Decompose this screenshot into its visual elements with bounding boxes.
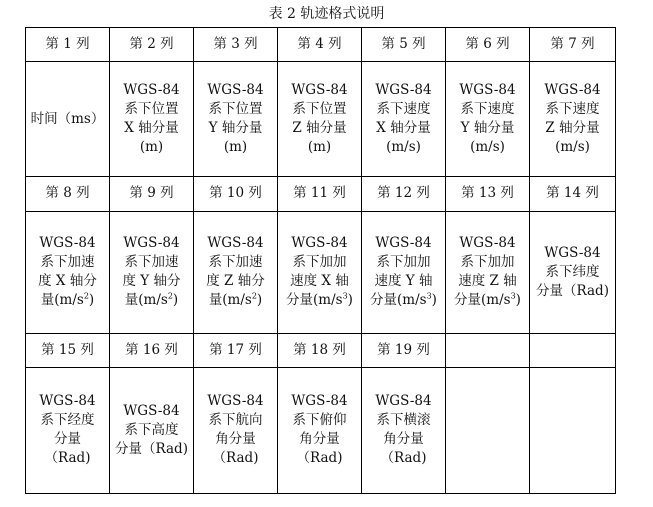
cell-line: WGS-84 [39, 235, 96, 252]
header-row [26, 333, 616, 367]
table-caption: 表 2 轨迹格式说明 [268, 6, 385, 22]
cell-line: 系下航向 [208, 412, 263, 429]
unit-exponent: 2 [83, 291, 89, 301]
cell-line: 度 X 轴分 [38, 273, 97, 290]
cell-line: WGS-84 [207, 235, 264, 252]
cell-line: 系下位置 [208, 101, 263, 118]
cell-line: WGS-84 [123, 402, 180, 419]
cell-unit-line [28, 291, 107, 310]
unit-suffix: ) [431, 292, 437, 309]
cell-line: 角分量 [299, 431, 340, 448]
cell-line: WGS-84 [459, 82, 516, 99]
empty-cell [446, 333, 530, 367]
unit-suffix: ) [172, 292, 179, 309]
description-cell [26, 62, 110, 177]
unit-suffix: ) [256, 292, 263, 309]
description-cell [110, 211, 194, 333]
cell-line: 系下横滚 [376, 412, 431, 429]
cell-line: 速度 Y 轴 [374, 273, 433, 290]
cell-line: (m) [139, 139, 164, 156]
column-header: 第 3 列 [194, 28, 278, 62]
cell-line: (m) [223, 139, 248, 156]
cell-line: WGS-84 [123, 82, 180, 99]
cell-unit-line [112, 291, 191, 310]
cell-line: （Rad) [296, 450, 343, 467]
column-header: 第 7 列 [530, 28, 616, 62]
cell-line: 度 Y 轴分 [122, 273, 181, 290]
column-header: 第 5 列 [362, 28, 446, 62]
unit-prefix: 量(m/s [208, 292, 252, 309]
header-row [26, 177, 616, 211]
cell-line: 速度 X 轴 [290, 273, 349, 290]
column-header: 第 16 列 [110, 333, 194, 367]
cell-line: (m/s) [386, 139, 421, 156]
cell-line: （Rad) [44, 450, 91, 467]
description-cell [278, 367, 362, 493]
cell-unit-line [196, 291, 275, 310]
cell-line: 系下位置 [124, 101, 179, 118]
cell-line: 分量（Rad) [115, 440, 188, 457]
description-cell [194, 62, 278, 177]
cell-line: 系下纬度 [545, 263, 600, 280]
description-cell [194, 367, 278, 493]
column-header: 第 15 列 [26, 333, 110, 367]
description-cell [110, 367, 194, 493]
unit-suffix: ) [88, 292, 95, 309]
unit-exponent: 3 [426, 291, 432, 301]
empty-cell [530, 333, 616, 367]
cell-line: WGS-84 [123, 235, 180, 252]
description-cell [26, 211, 110, 333]
cell-line: WGS-84 [291, 235, 348, 252]
description-cell [194, 211, 278, 333]
unit-prefix: 分量(m/s [370, 292, 427, 309]
unit-exponent: 3 [510, 291, 516, 301]
cell-line: （Rad) [380, 450, 427, 467]
cell-line: (m/s) [555, 139, 590, 156]
cell-line: WGS-84 [291, 82, 348, 99]
unit-prefix: 量(m/s [40, 292, 84, 309]
column-header: 第 8 列 [26, 177, 110, 211]
empty-cell [446, 367, 530, 493]
cell-unit-line [364, 291, 443, 310]
cell-line: (m) [307, 139, 332, 156]
column-header: 第 13 列 [446, 177, 530, 211]
cell-line: 系下加速 [208, 254, 263, 271]
cell-line: Z 轴分量 [545, 120, 600, 137]
column-header: 第 6 列 [446, 28, 530, 62]
unit-exponent: 3 [342, 291, 348, 301]
cell-line: 系下速度 [376, 101, 431, 118]
cell-line: Y 轴分量 [460, 120, 515, 137]
unit-exponent: 2 [251, 291, 257, 301]
cell-line: 分量 [54, 431, 81, 448]
unit-exponent: 2 [167, 291, 173, 301]
cell-line: 系下加加 [292, 254, 347, 271]
description-cell [362, 367, 446, 493]
description-cell [446, 211, 530, 333]
description-cell [278, 211, 362, 333]
column-header: 第 4 列 [278, 28, 362, 62]
cell-line: (m/s) [470, 139, 505, 156]
unit-suffix: ) [515, 292, 521, 309]
cell-line: Y 轴分量 [208, 120, 263, 137]
cell-line: 系下加速 [124, 254, 179, 271]
cell-line: 系下位置 [292, 101, 347, 118]
column-header: 第 12 列 [362, 177, 446, 211]
cell-unit-line [448, 291, 527, 310]
cell-line: WGS-84 [459, 235, 516, 252]
unit-suffix: ) [347, 292, 353, 309]
cell-line: 系下加加 [460, 254, 515, 271]
description-row [26, 211, 616, 333]
cell-line: WGS-84 [375, 82, 432, 99]
unit-prefix: 分量(m/s [454, 292, 511, 309]
description-cell [362, 211, 446, 333]
cell-unit-line [280, 291, 359, 310]
cell-line: 时间（ms） [30, 110, 105, 127]
cell-line: WGS-84 [375, 235, 432, 252]
cell-line: 系下高度 [124, 421, 179, 438]
unit-prefix: 量(m/s [124, 292, 168, 309]
description-cell [530, 211, 616, 333]
cell-line: 速度 Z 轴 [458, 273, 517, 290]
column-header: 第 18 列 [278, 333, 362, 367]
cell-line: 系下加速 [40, 254, 95, 271]
cell-line: 角分量 [383, 431, 424, 448]
cell-line: 系下经度 [40, 412, 95, 429]
column-header: 第 17 列 [194, 333, 278, 367]
description-row [26, 62, 616, 177]
column-header: 第 2 列 [110, 28, 194, 62]
description-cell [278, 62, 362, 177]
empty-cell [530, 367, 616, 493]
description-cell [110, 62, 194, 177]
unit-prefix: 分量(m/s [286, 292, 343, 309]
cell-line: 系下速度 [545, 101, 600, 118]
cell-line: WGS-84 [544, 244, 601, 261]
description-cell [446, 62, 530, 177]
cell-line: WGS-84 [544, 82, 601, 99]
cell-line: 系下俯仰 [292, 412, 347, 429]
cell-line: 分量（Rad) [536, 282, 609, 299]
column-header: 第 1 列 [26, 28, 110, 62]
cell-line: WGS-84 [375, 393, 432, 410]
cell-line: X 轴分量 [124, 120, 179, 137]
trajectory-format-table [25, 27, 616, 494]
description-cell [362, 62, 446, 177]
cell-line: 系下速度 [460, 101, 515, 118]
cell-line: WGS-84 [207, 82, 264, 99]
cell-line: 系下加加 [376, 254, 431, 271]
cell-line: Z 轴分量 [292, 120, 347, 137]
cell-line: WGS-84 [39, 393, 96, 410]
cell-line: （Rad) [212, 450, 259, 467]
cell-line: WGS-84 [291, 393, 348, 410]
column-header: 第 11 列 [278, 177, 362, 211]
column-header: 第 19 列 [362, 333, 446, 367]
cell-line: 度 Z 轴分 [206, 273, 265, 290]
cell-line: X 轴分量 [376, 120, 431, 137]
header-row [26, 28, 616, 62]
column-header: 第 9 列 [110, 177, 194, 211]
description-cell [26, 367, 110, 493]
column-header: 第 14 列 [530, 177, 616, 211]
cell-line: 角分量 [215, 431, 256, 448]
description-row [26, 367, 616, 493]
description-cell [530, 62, 616, 177]
column-header: 第 10 列 [194, 177, 278, 211]
cell-line: WGS-84 [207, 393, 264, 410]
